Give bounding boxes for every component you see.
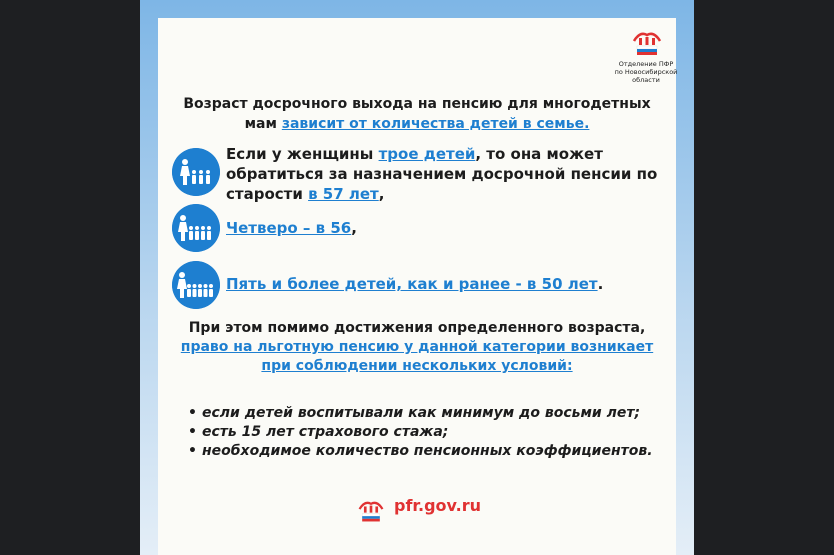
conditions-paragraph — [178, 319, 656, 376]
title-text: Возраст досрочного выхода на пенсию для многодетных мам — [183, 96, 651, 132]
conditions-list — [188, 404, 658, 461]
logo-caption — [602, 60, 690, 84]
list-item: • есть 15 лет страхового стажа; — [188, 423, 658, 442]
pfr-logo-icon — [356, 498, 386, 522]
logo-line-1: Отделение ПФР — [618, 60, 674, 68]
condition-four-children — [226, 218, 671, 238]
item1-text-c: , — [378, 185, 385, 203]
list-item: • необходимое количество пенсионных коэффициентов. — [188, 442, 658, 461]
page-title — [182, 94, 652, 134]
info-card — [158, 18, 676, 555]
condition-five-children — [226, 274, 671, 294]
site-link[interactable]: pfr.gov.ru — [394, 496, 482, 515]
logo-line-2: по Новосибирской — [614, 68, 678, 76]
list-item: • если детей воспитывали как минимум до восьми лет; — [188, 404, 658, 423]
logo-line-3: области — [632, 76, 660, 84]
paragraph-text: При этом помимо достижения определенного возраста, — [188, 320, 646, 336]
family-three-children-icon — [172, 148, 220, 196]
item1-link-three-children[interactable]: трое детей — [378, 145, 476, 163]
item2-text: , — [351, 219, 357, 237]
pfr-logo-icon — [630, 29, 664, 55]
item1-text-b: , то она может обратиться за назначением досрочной пенсии по старости — [226, 145, 658, 203]
title-highlight-link[interactable]: зависит от количества детей в семье. — [281, 116, 590, 132]
item3-text: . — [597, 275, 604, 293]
condition-three-children — [226, 144, 671, 204]
image-frame — [140, 0, 694, 555]
family-four-children-icon — [172, 204, 220, 252]
item3-link-five-children[interactable]: Пять и более детей, как и ранее - в 50 лет — [226, 275, 598, 293]
item1-link-age-57[interactable]: в 57 лет — [308, 185, 379, 203]
family-five-children-icon — [172, 261, 220, 309]
paragraph-highlight-link[interactable]: право на льготную пенсию у данной категории возникает при соблюдении нескольких условий: — [180, 339, 654, 374]
item2-link-four-children[interactable]: Четверо – в 56 — [226, 219, 352, 237]
item1-text-a: Если у женщины — [226, 145, 379, 163]
